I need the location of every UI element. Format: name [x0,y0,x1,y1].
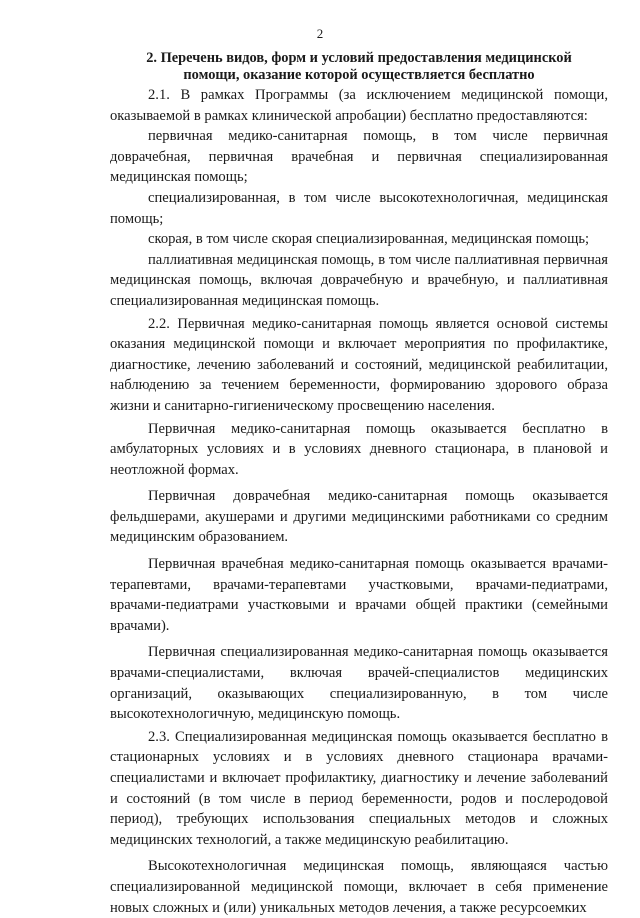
section-heading-line-1: 2. Перечень видов, форм и условий предоставления медицинской [146,50,572,66]
paragraph-high-tech: Высокотехнологичная медицинская помощь, являющаяся частью специализированной медицинской помощи, включает в себя применение новых сложных и (или) уникальных методов лечения, а также ресурсоемких [110,858,608,916]
paragraph-2-1: 2.1. В рамках Программы (за исключением медицинской помощи, оказываемой в рамках клинической апробации) бесплатно предоставляются: [110,87,608,124]
paragraph-primary-care: первичная медико-санитарная помощь, в том числе первичная доврачебная, первичная врачебная и первичная специализированная медицинская помощь; [110,128,608,186]
page-number: 2 [316,26,324,41]
paragraph-physician: Первичная врачебная медико-санитарная помощь оказывается врачами-терапевтами, врачами-терапевтами участковыми, врачами-педиатрами, врачами-педиатрами участковыми и врачами общей практики (семейными врачами). [110,556,608,634]
paragraph-specialized: специализированная, в том числе высокотехнологичная, медицинская помощь; [110,189,608,227]
paragraph-palliative: паллиативная медицинская помощь, в том числе паллиативная первичная медицинская помощь, включая доврачебную и врачебную, и паллиативная специализированная медицинская помощь. [110,251,608,309]
paragraph-2-3: 2.3. Специализированная медицинская помощь оказывается бесплатно в стационарных условиях и в условиях дневного стационара врачами-специалистами и включает профилактику, диагностику и лечение заболеваний и состояний (в том числе в период беременности, родов и послеродовой период), требующих использования специальных методов и сложных медицинских технологий, а также медицинскую реабилитацию. [110,728,608,848]
paragraph-primary-free: Первичная медико-санитарная помощь оказывается бесплатно в амбулаторных условиях и в условиях дневного стационара, в плановой и неотложной формах. [110,420,608,478]
section-heading-line-2: помощи, оказание которой осуществляется бесплатно [183,67,535,83]
paragraph-emergency: скорая, в том числе скорая специализированная, медицинская помощь; [148,231,590,248]
section-heading [110,50,608,84]
document-body [110,50,608,918]
paragraph-specialist: Первичная специализированная медико-санитарная помощь оказывается врачами-специалистами, включая врачей-специалистов медицинских организаций, оказывающих специализированную, в том числе высокотехнологичную, медицинскую помощь. [110,644,608,723]
paragraph-2-2: 2.2. Первичная медико-санитарная помощь является основой системы оказания медицинской помощи и включает мероприятия по профилактике, диагностике, лечению заболеваний и состояний, медицинской реабилитации, наблюдению за течением беременности, формированию здорового образа жизни и санитарно-гигиеническому просвещению населения. [110,315,608,414]
paragraph-pre-medical: Первичная доврачебная медико-санитарная помощь оказывается фельдшерами, акушерами и другими медицинскими работниками со средним медицинским образованием. [110,488,608,546]
